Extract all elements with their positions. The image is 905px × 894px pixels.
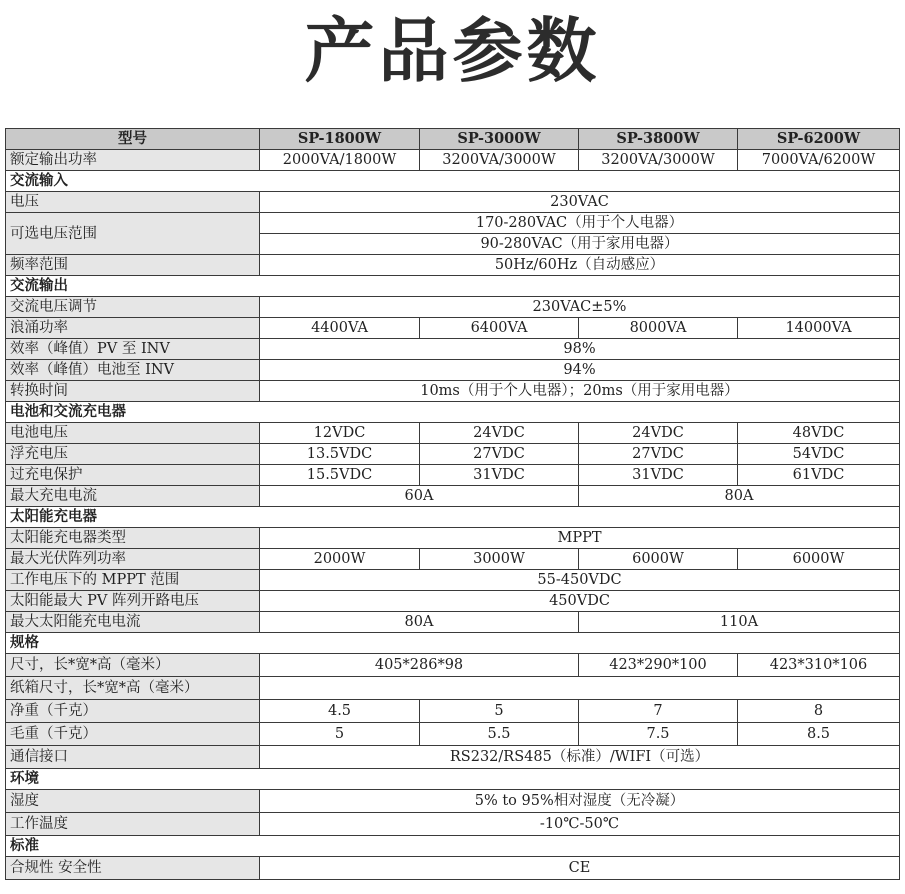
section-heading: 交流输入 <box>6 171 900 192</box>
cell-value: 4400VA <box>260 318 420 339</box>
cell-value: 423*290*100 <box>579 654 738 677</box>
model-name: SP-3000W <box>420 129 579 150</box>
section-heading: 电池和交流充电器 <box>6 402 900 423</box>
row-label: 净重（千克） <box>6 700 260 723</box>
cell-value: 5% to 95%相对湿度（无冷凝） <box>260 790 900 813</box>
table-row <box>6 423 900 444</box>
row-label: 浪涌功率 <box>6 318 260 339</box>
spec-table <box>5 128 900 880</box>
cell-value: 80A <box>579 486 900 507</box>
cell-value: -10℃-50℃ <box>260 813 900 836</box>
row-label: 合规性 安全性 <box>6 857 260 880</box>
row-label: 通信接口 <box>6 746 260 769</box>
table-row <box>6 192 900 213</box>
table-row <box>6 612 900 633</box>
cell-value: 61VDC <box>738 465 900 486</box>
cell-value: 2000VA/1800W <box>260 150 420 171</box>
model-name: SP-1800W <box>260 129 420 150</box>
cell-value: 7000VA/6200W <box>738 150 900 171</box>
cell-value: 27VDC <box>579 444 738 465</box>
table-row <box>6 677 900 700</box>
row-label: 尺寸，长*宽*高（毫米） <box>6 654 260 677</box>
cell-value: 7.5 <box>579 723 738 746</box>
section-heading: 环境 <box>6 769 900 790</box>
row-label: 太阳能充电器类型 <box>6 528 260 549</box>
cell-value: 5 <box>260 723 420 746</box>
section-heading: 标准 <box>6 836 900 857</box>
row-label: 太阳能最大 PV 阵列开路电压 <box>6 591 260 612</box>
cell-value: 6000W <box>579 549 738 570</box>
cell-value: 405*286*98 <box>260 654 579 677</box>
row-label: 交流电压调节 <box>6 297 260 318</box>
table-row <box>6 318 900 339</box>
cell-value: 6000W <box>738 549 900 570</box>
cell-value: 423*310*106 <box>738 654 900 677</box>
row-label: 效率（峰值）电池至 INV <box>6 360 260 381</box>
cell-value: 5.5 <box>420 723 579 746</box>
cell-value: 24VDC <box>420 423 579 444</box>
cell-value: 3200VA/3000W <box>420 150 579 171</box>
cell-value: 110A <box>579 612 900 633</box>
cell-value: 4.5 <box>260 700 420 723</box>
row-label: 最大光伏阵列功率 <box>6 549 260 570</box>
cell-value: 10ms（用于个人电器）；20ms（用于家用电器） <box>260 381 900 402</box>
cell-value: 8.5 <box>738 723 900 746</box>
table-row <box>6 723 900 746</box>
cell-value: 450VDC <box>260 591 900 612</box>
page-title: 产品参数 <box>304 10 601 92</box>
model-header: 型号 <box>6 129 260 150</box>
table-row <box>6 528 900 549</box>
cell-value: 7 <box>579 700 738 723</box>
table-row <box>6 360 900 381</box>
row-label: 浮充电压 <box>6 444 260 465</box>
cell-value: 3200VA/3000W <box>579 150 738 171</box>
cell-value: 80A <box>260 612 579 633</box>
table-row <box>6 790 900 813</box>
cell-value: 230VAC±5% <box>260 297 900 318</box>
cell-value: 48VDC <box>738 423 900 444</box>
cell-value: 50Hz/60Hz（自动感应） <box>260 255 900 276</box>
table-row <box>6 813 900 836</box>
row-label: 工作温度 <box>6 813 260 836</box>
cell-value: 12VDC <box>260 423 420 444</box>
table-row <box>6 444 900 465</box>
table-row <box>6 465 900 486</box>
cell-value <box>260 677 900 700</box>
table-header-row <box>6 129 900 150</box>
table-row <box>6 213 900 234</box>
table-row <box>6 700 900 723</box>
cell-value: 8000VA <box>579 318 738 339</box>
table-row <box>6 746 900 769</box>
table-row <box>6 339 900 360</box>
cell-value: RS232/RS485（标准）/WIFI（可选） <box>260 746 900 769</box>
row-label: 最大太阳能充电电流 <box>6 612 260 633</box>
table-row <box>6 381 900 402</box>
cell-value: 98% <box>260 339 900 360</box>
model-name: SP-3800W <box>579 129 738 150</box>
cell-value: 90-280VAC（用于家用电器） <box>260 234 900 255</box>
table-row <box>6 486 900 507</box>
cell-value: 24VDC <box>579 423 738 444</box>
cell-value: CE <box>260 857 900 880</box>
cell-value: 60A <box>260 486 579 507</box>
cell-value: 31VDC <box>579 465 738 486</box>
row-label: 额定输出功率 <box>6 150 260 171</box>
cell-value: 6400VA <box>420 318 579 339</box>
row-label: 电池电压 <box>6 423 260 444</box>
cell-value: 14000VA <box>738 318 900 339</box>
table-row <box>6 654 900 677</box>
cell-value: 230VAC <box>260 192 900 213</box>
row-label: 工作电压下的 MPPT 范围 <box>6 570 260 591</box>
table-row <box>6 591 900 612</box>
model-name: SP-6200W <box>738 129 900 150</box>
row-label: 可选电压范围 <box>6 213 260 255</box>
section-heading: 规格 <box>6 633 900 654</box>
cell-value: 5 <box>420 700 579 723</box>
cell-value: 55-450VDC <box>260 570 900 591</box>
cell-value: MPPT <box>260 528 900 549</box>
row-label: 效率（峰值）PV 至 INV <box>6 339 260 360</box>
cell-value: 3000W <box>420 549 579 570</box>
cell-value: 54VDC <box>738 444 900 465</box>
row-label: 最大充电电流 <box>6 486 260 507</box>
row-label: 转换时间 <box>6 381 260 402</box>
cell-value: 13.5VDC <box>260 444 420 465</box>
table-row <box>6 297 900 318</box>
row-label: 毛重（千克） <box>6 723 260 746</box>
cell-value: 8 <box>738 700 900 723</box>
table-row <box>6 150 900 171</box>
row-label: 过充电保护 <box>6 465 260 486</box>
cell-value: 94% <box>260 360 900 381</box>
row-label: 电压 <box>6 192 260 213</box>
row-label: 纸箱尺寸，长*宽*高（毫米） <box>6 677 260 700</box>
table-row <box>6 549 900 570</box>
section-heading: 交流输出 <box>6 276 900 297</box>
table-row <box>6 570 900 591</box>
row-label: 湿度 <box>6 790 260 813</box>
cell-value: 31VDC <box>420 465 579 486</box>
cell-value: 27VDC <box>420 444 579 465</box>
cell-value: 170-280VAC（用于个人电器） <box>260 213 900 234</box>
table-row <box>6 857 900 880</box>
cell-value: 2000W <box>260 549 420 570</box>
row-label: 频率范围 <box>6 255 260 276</box>
section-heading: 太阳能充电器 <box>6 507 900 528</box>
table-row <box>6 255 900 276</box>
cell-value: 15.5VDC <box>260 465 420 486</box>
